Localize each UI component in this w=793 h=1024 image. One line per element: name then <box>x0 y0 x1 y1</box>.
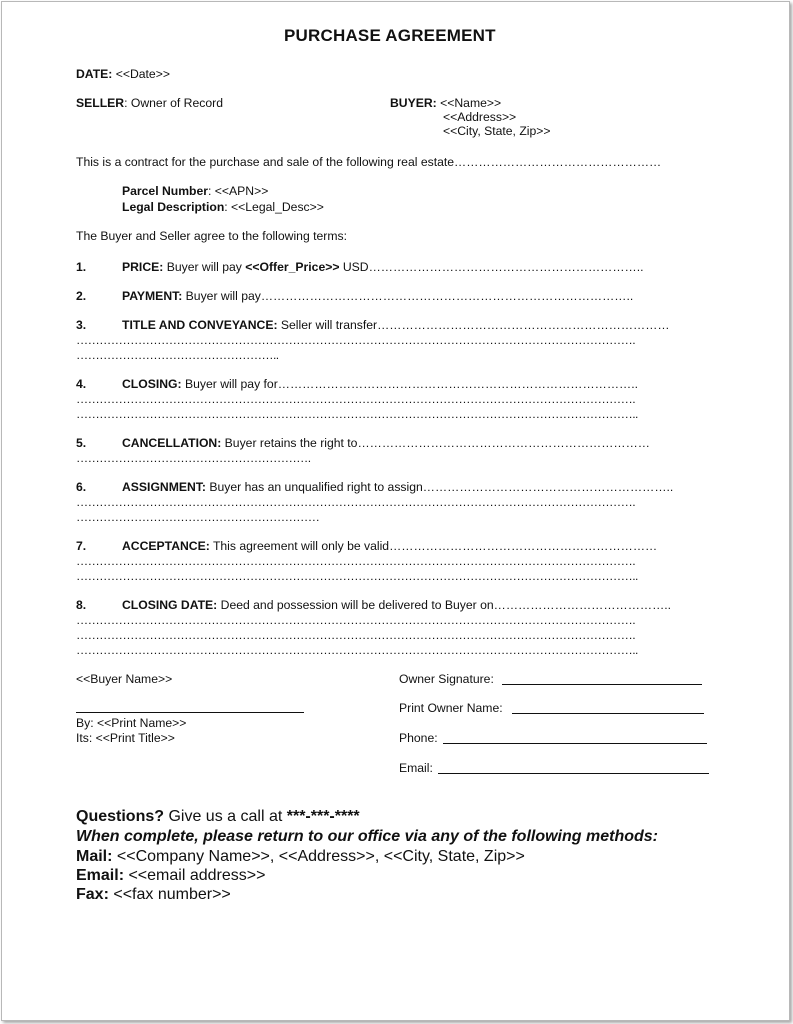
term-3-number: 3. <box>76 318 87 332</box>
term-6-number: 6. <box>76 480 87 494</box>
term-2-number: 2. <box>76 289 87 303</box>
mail-label: Mail: <box>76 848 113 865</box>
term-6-line <box>122 480 673 495</box>
parcel-value: : <<APN>> <box>208 184 269 198</box>
owner-signature-label: Owner Signature: <box>399 672 494 686</box>
email-label: Email: <box>399 761 433 775</box>
term-5-text: Buyer retains the right to……………………………………………………………… <box>221 436 650 450</box>
term-2-text: Buyer will pay……………………………………………………………………………….. <box>182 289 634 303</box>
term-1-offer-price: <<Offer_Price>> <box>245 260 340 274</box>
term-1-line <box>122 260 643 275</box>
return-instructions: When complete, please return to our office via any of the following methods: <box>76 828 658 845</box>
page-title: PURCHASE AGREEMENT <box>284 26 496 45</box>
legal-value: : <<Legal_Desc>> <box>224 200 324 214</box>
buyer-city: <<City, State, Zip>> <box>443 124 551 138</box>
seller-line <box>76 96 223 111</box>
term-5-line <box>122 436 650 451</box>
term-5-number: 5. <box>76 436 87 450</box>
fax-label: Fax: <box>76 886 109 903</box>
term-3-cont-1: ………………………………………………………………………………………………………………………………. <box>76 333 635 347</box>
term-4-line <box>122 377 638 392</box>
legal-label: Legal Description <box>122 200 225 214</box>
date-line <box>76 67 170 82</box>
term-8-label: CLOSING DATE: <box>122 598 218 612</box>
phone-label: Phone: <box>399 731 438 745</box>
buyer-name: <<Name>> <box>440 96 502 110</box>
term-6-text: Buyer has an unqualified right to assign…………………………………………………….. <box>205 480 674 494</box>
seller-label: SELLER <box>76 96 125 110</box>
term-7-cont-1: ………………………………………………………………………………………………………………………………. <box>76 554 635 568</box>
buyer-signature-line[interactable] <box>76 712 304 713</box>
term-6-cont-2: ……………………………………………………… <box>76 510 320 524</box>
buyer-address: <<Address>> <box>443 110 517 124</box>
questions-line <box>76 807 360 827</box>
its-print-title: Its: <<Print Title>> <box>76 731 175 745</box>
parcel-label: Parcel Number <box>122 184 209 198</box>
email-contact-value: <<email address>> <box>124 867 266 884</box>
term-3-text: Seller will transfer……………………………………………………………… <box>277 318 670 332</box>
term-5-cont-1: ……………………………………………………. <box>76 451 311 465</box>
term-2-label: PAYMENT: <box>122 289 183 303</box>
print-owner-name-label: Print Owner Name: <box>399 701 503 715</box>
term-4-cont-2: ……………………………………………………………………………………………………………………………….. <box>76 407 638 421</box>
mail-value: <<Company Name>>, <<Address>>, <<City, State, Zip>> <box>112 848 525 865</box>
term-7-cont-2: ……………………………………………………………………………………………………………………………….. <box>76 569 638 583</box>
term-6-label: ASSIGNMENT: <box>122 480 206 494</box>
phone-line[interactable] <box>443 743 707 744</box>
date-label: DATE: <box>76 67 113 81</box>
legal-line <box>122 200 324 215</box>
buyer-label: BUYER: <box>390 96 437 110</box>
term-8-cont-3: ……………………………………………………………………………………………………………………………….. <box>76 643 638 657</box>
term-5-label: CANCELLATION: <box>122 436 222 450</box>
term-4-cont-1: ………………………………………………………………………………………………………………………………. <box>76 392 635 406</box>
term-3-label: TITLE AND CONVEYANCE: <box>122 318 278 332</box>
agree-text: The Buyer and Seller agree to the following terms: <box>76 229 347 243</box>
term-8-number: 8. <box>76 598 87 612</box>
email-contact-label: Email: <box>76 867 125 884</box>
buyer-name-placeholder: <<Buyer Name>> <box>76 672 173 686</box>
intro-text: This is a contract for the purchase and sale of the following real estate…………………………………………… <box>76 155 662 169</box>
fax-value: <<fax number>> <box>108 886 231 903</box>
questions-label: Questions? <box>76 808 165 825</box>
email-contact-line <box>76 866 265 886</box>
term-7-text: This agreement will only be valid………………………………………………………… <box>209 539 658 553</box>
mail-line <box>76 847 525 867</box>
seller-value: : Owner of Record <box>124 96 223 110</box>
term-8-text: Deed and possession will be delivered to Buyer on…………………………………….. <box>217 598 672 612</box>
buyer-block <box>390 96 501 111</box>
term-4-label: CLOSING: <box>122 377 182 391</box>
term-4-text: Buyer will pay for…………………………………………………………………………….. <box>181 377 638 391</box>
term-7-line <box>122 539 657 554</box>
parcel-line <box>122 184 268 199</box>
term-1-text2: USD………………………………………………………….. <box>339 260 644 274</box>
term-1-label: PRICE: <box>122 260 164 274</box>
print-owner-name-line[interactable] <box>512 713 704 714</box>
term-3-cont-2: …………………………………………….. <box>76 348 279 362</box>
term-7-label: ACCEPTANCE: <box>122 539 210 553</box>
term-1-number: 1. <box>76 260 87 274</box>
questions-text: Give us a call at <box>164 808 287 825</box>
fax-line <box>76 885 231 905</box>
term-8-cont-1: ………………………………………………………………………………………………………………………………. <box>76 613 635 627</box>
term-4-number: 4. <box>76 377 87 391</box>
term-3-line <box>122 318 670 333</box>
term-8-line <box>122 598 671 613</box>
term-8-cont-2: ………………………………………………………………………………………………………………………………. <box>76 628 635 642</box>
term-6-cont-1: ………………………………………………………………………………………………………………………………. <box>76 495 635 509</box>
owner-signature-line[interactable] <box>502 684 702 685</box>
date-value: <<Date>> <box>115 67 170 81</box>
by-print-name: By: <<Print Name>> <box>76 716 187 730</box>
term-7-number: 7. <box>76 539 87 553</box>
term-1-text: Buyer will pay <box>163 260 246 274</box>
document-page <box>1 1 790 1021</box>
term-2-line <box>122 289 633 304</box>
questions-phone: ***-***-**** <box>286 808 360 825</box>
email-line[interactable] <box>438 773 709 774</box>
